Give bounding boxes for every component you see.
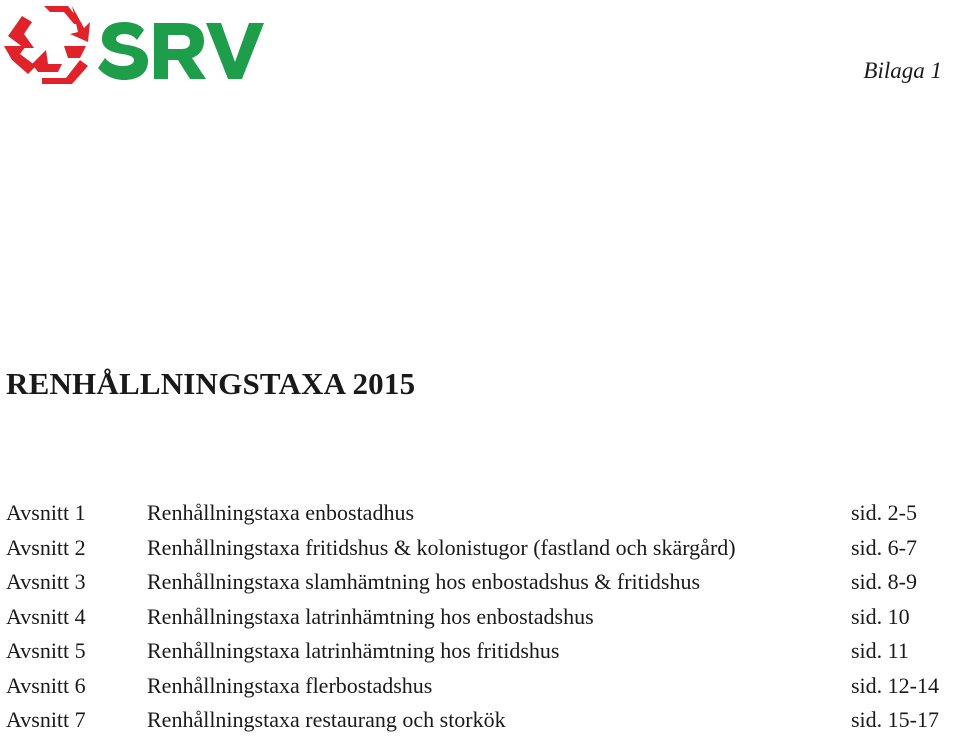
toc-description: Renhållningstaxa latrinhämtning hos fritidshus [147,638,560,663]
toc-section: Avsnitt 1 [6,500,86,525]
toc-pages: sid. 11 [851,638,909,663]
toc-pages: sid. 8-9 [851,569,917,594]
toc-row [6,600,960,635]
srv-logo [2,2,272,84]
toc-pages: sid. 10 [851,603,910,629]
srv-wordmark [98,22,264,80]
toc-description: Renhållningstaxa fritidshus & kolonistugor (fastland och skärgård) [147,534,736,560]
recycling-arrows-icon [4,6,90,84]
toc-description: Renhållningstaxa latrinhämtning hos enbostadshus [147,603,594,629]
toc-pages: sid. 15-17 [851,707,939,732]
toc-section: Avsnitt 5 [6,638,86,663]
toc-pages: sid. 6-7 [851,534,917,560]
toc-section: Avsnitt 6 [6,672,86,698]
toc-row [6,531,960,566]
toc-row [6,565,960,600]
attachment-label: Bilaga 1 [863,58,942,83]
toc-section: Avsnitt 4 [6,603,86,629]
toc-row [6,669,960,704]
toc-pages: sid. 2-5 [851,500,917,525]
toc-description: Renhållningstaxa flerbostadshus [147,672,433,698]
toc-section: Avsnitt 7 [6,707,86,732]
toc-section: Avsnitt 2 [6,534,86,560]
toc-description: Renhållningstaxa enbostadhus [147,500,415,525]
table-of-contents [6,496,960,738]
toc-description: Renhållningstaxa slamhämtning hos enbostadshus & fritidshus [147,569,701,594]
toc-pages: sid. 12-14 [851,672,939,698]
toc-row [6,634,960,669]
toc-description: Renhållningstaxa restaurang och storkök [147,707,506,732]
toc-row [6,703,960,738]
document-title: RENHÅLLNINGSTAXA 2015 [6,366,416,401]
toc-row [6,496,960,531]
toc-section: Avsnitt 3 [6,569,86,594]
